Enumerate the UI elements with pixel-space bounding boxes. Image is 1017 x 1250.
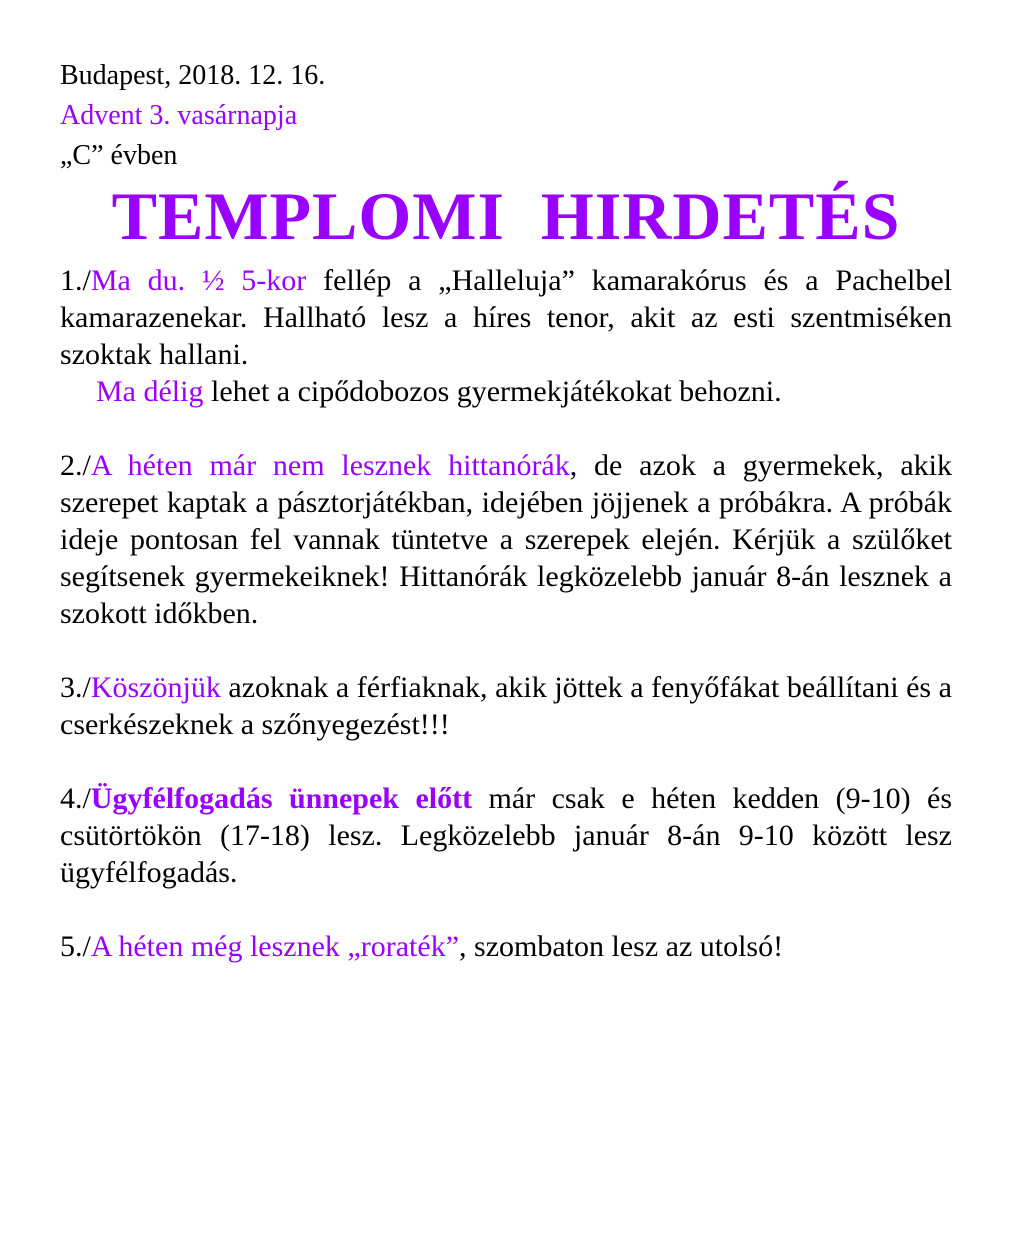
item-highlight: Ma délig [96,375,204,408]
item-highlight: A héten már nem lesznek hittanórák [90,449,570,482]
announcement-3 [60,669,952,743]
item-text: , szombaton lesz az utolsó! [459,930,784,963]
item-highlight: Ügyfélfogadás ünnepek előtt [90,782,473,815]
item-highlight: Köszönjük [90,671,221,704]
date-line: Budapest, 2018. 12. 16. [60,60,326,91]
item-number: 2./ [60,449,91,482]
announcement-5 [60,928,952,965]
item-number: 1./ [60,264,91,297]
page-title: TEMPLOMI HIRDETÉS [111,178,901,254]
announcement-2 [60,447,952,632]
announcement-4 [60,780,952,891]
announcement-1-sub [60,373,952,410]
item-text: lehet a cipődobozos gyermekjátékokat behozni. [203,375,782,408]
item-text: már csak e héten kedden (9-10) és csütörtökön (17-18) lesz. Legközelebb január 8-án 9-10 között lesz ügyfélfogadás. [60,782,952,889]
spacer [60,743,952,780]
spacer [60,891,952,928]
item-text: azoknak a férfiaknak, akik jöttek a fenyőfákat beállítani és a cserkészeknek a szőnyegezést!!! [60,671,952,741]
spacer [60,632,952,669]
item-number: 3./ [60,671,91,704]
announcement-page [60,56,952,965]
item-text: , de azok a gyermekek, akik szerepet kaptak a pásztorjátékban, idejében jöjjenek a próbákra. A próbák ideje pontosan fel vannak tüntetve a szerepek elején. Kérjük a szülőket segítsenek gyermekeiknek! Hittanórák legközelebb január 8-án lesznek a szokott időkben. [60,449,952,630]
item-number: 5./ [60,930,91,963]
liturgical-sunday: Advent 3. vasárnapja [60,100,298,131]
spacer [60,410,952,447]
item-highlight: A héten még lesznek „roraték” [90,930,460,963]
liturgical-year: „C” évben [60,140,178,171]
item-number: 4./ [60,782,91,815]
item-highlight: Ma du. ½ 5-kor [90,264,307,297]
announcement-1 [60,262,952,373]
item-text: fellép a „Halleluja” kamarakórus és a Pachelbel kamarazenekar. Hallható lesz a híres tenor, akit az esti szentmiséken szoktak hallani. [60,264,952,371]
